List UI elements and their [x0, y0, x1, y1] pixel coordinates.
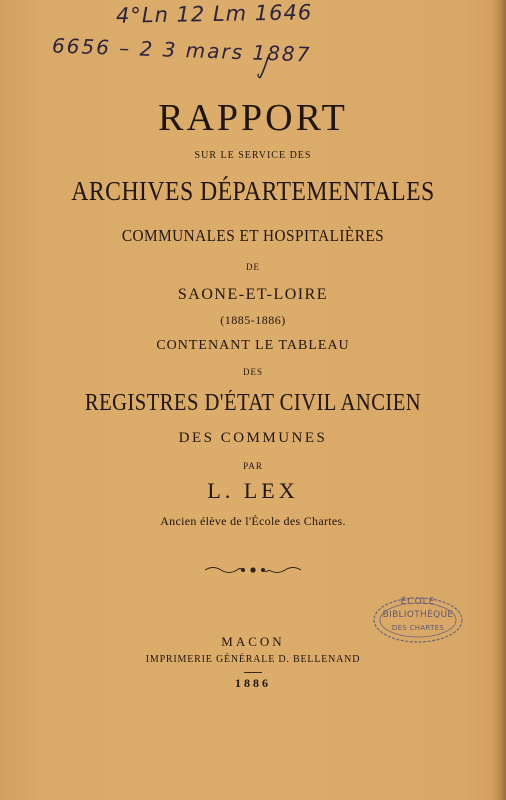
subtitle-archives: ARCHIVES DÉPARTEMENTALES: [71, 176, 435, 206]
received-date-handwriting: 6656 – 2 3 mars 1887: [51, 33, 312, 67]
imprint-rule: [244, 672, 262, 673]
subtitle-contenant: CONTENANT LE TABLEAU: [156, 338, 350, 353]
department-name: SAONE-ET-LOIRE: [177, 286, 329, 303]
subtitle-des-communes: DES COMMUNES: [178, 430, 328, 446]
report-years: (1885-1886): [220, 313, 286, 327]
author-credential: Ancien élève de l'École des Chartes.: [160, 514, 346, 528]
handwritten-flourish-icon: [256, 56, 272, 80]
subtitle-sur-le-service: SUR LE SERVICE DES: [194, 150, 312, 161]
subtitle-communales: COMMUNALES ET HOSPITALIÈRES: [121, 226, 385, 245]
subtitle-des: DES: [242, 367, 263, 377]
subtitle-par: PAR: [243, 461, 263, 471]
ornament-divider-icon: [203, 564, 303, 576]
stamp-line-2: BIBLIOTHÈQUE: [382, 610, 454, 620]
author-name: L. LEX: [207, 478, 299, 503]
imprint-year: 1886: [235, 676, 271, 690]
imprint-city: MACON: [221, 634, 285, 649]
stamp-line-1: ÉCOLE: [400, 597, 436, 607]
subtitle-registres: REGISTRES D'ÉTAT CIVIL ANCIEN: [84, 390, 422, 416]
imprint-printer: IMPRIMERIE GÉNÉRALE D. BELLENAND: [145, 654, 361, 665]
stamp-line-3: DES CHARTES: [391, 624, 445, 632]
subtitle-de: DE: [246, 262, 260, 272]
shelfmark-handwriting: 4°Ln 12 Lm 1646: [115, 0, 313, 28]
main-title: RAPPORT: [158, 97, 348, 139]
